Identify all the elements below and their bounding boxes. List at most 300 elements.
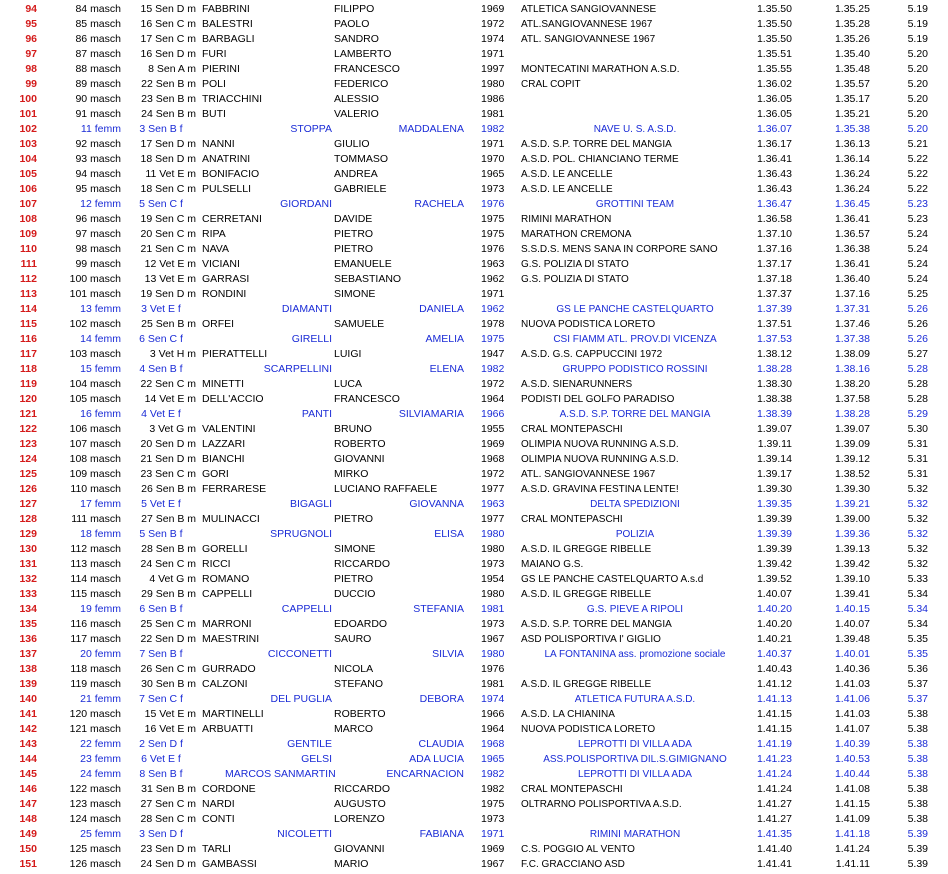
position-cell: 135 [19,618,37,630]
gun-time-cell: 1.40.07 [756,588,792,600]
gun-time-cell: 1.35.50 [756,3,792,15]
team-cell: A.S.D. IL GREGGE RIBELLE [521,679,652,690]
team-cell: A.S.D. S.P. TORRE DEL MANGIA [521,139,672,150]
gender-rank-cell: 24 femm [80,768,121,780]
gender-rank-cell: 126 masch [69,858,121,870]
position-cell: 144 [19,753,37,765]
gender-rank-cell: 119 masch [70,678,121,690]
first-name-cell: PIETRO [334,513,374,525]
gender-rank-cell: 22 femm [80,738,121,750]
team-cell: A.S.D. S.P. TORRE DEL MANGIA [559,409,711,420]
pace-cell: 5.20 [907,108,928,120]
gun-time-cell: 1.35.51 [756,48,792,60]
net-time-cell: 1.38.09 [834,348,870,360]
table-row [0,392,948,407]
category-cell: 23 Sen C m [140,468,196,480]
team-cell: ATLETICA FUTURA A.S.D. [574,694,696,705]
net-time-cell: 1.41.03 [834,708,870,720]
gun-time-cell: 1.36.05 [756,93,792,105]
table-row [0,527,948,542]
position-cell: 104 [19,153,37,165]
net-time-cell: 1.39.10 [834,573,870,585]
pace-cell: 5.35 [907,633,928,645]
net-time-cell: 1.39.36 [834,528,870,540]
table-row [0,737,948,752]
category-cell: 4 Vet E f [141,408,181,420]
surname-cell: FABBRINI [202,3,250,15]
team-cell: G.S. POLIZIA DI STATO [521,274,629,285]
category-cell: 7 Sen C f [139,693,183,705]
position-cell: 150 [19,843,37,855]
position-cell: 145 [19,768,37,780]
surname-cell: ROMANO [202,573,250,585]
category-cell: 26 Sen B m [141,483,196,495]
category-cell: 5 Sen B f [139,528,183,540]
net-time-cell: 1.35.48 [834,63,870,75]
table-row [0,257,948,272]
surname-cell: ARBUATTI [202,723,254,735]
net-time-cell: 1.41.06 [834,693,870,705]
position-cell: 110 [20,243,37,255]
team-cell: A.S.D. LE ANCELLE [521,169,613,180]
surname-cell: GAMBASSI [202,858,257,870]
team-cell: ATLETICA SANGIOVANNESE [521,4,657,15]
surname-cell: MARCOS SANMARTIN [225,768,336,780]
pace-cell: 5.39 [907,858,928,870]
gender-rank-cell: 88 masch [75,63,121,75]
team-cell: A.S.D. IL GREGGE RIBELLE [521,589,652,600]
team-cell: RIMINI MARATHON [521,214,612,225]
net-time-cell: 1.35.57 [834,78,870,90]
gun-time-cell: 1.39.39 [756,543,792,555]
gender-rank-cell: 97 masch [75,228,121,240]
gender-rank-cell: 98 masch [75,243,121,255]
surname-cell: MINETTI [202,378,244,390]
gun-time-cell: 1.39.39 [756,513,792,525]
gender-rank-cell: 21 femm [80,693,121,705]
category-cell: 20 Sen C m [140,228,196,240]
birth-year-cell: 1966 [481,708,505,720]
first-name-cell: SIMONE [334,288,376,300]
birth-year-cell: 1976 [481,243,505,255]
table-row [0,137,948,152]
surname-cell: GIRELLI [291,333,332,345]
table-row [0,632,948,647]
net-time-cell: 1.40.15 [834,603,870,615]
pace-cell: 5.26 [907,333,928,345]
birth-year-cell: 1981 [481,108,505,120]
category-cell: 13 Vet E m [144,273,196,285]
birth-year-cell: 1964 [481,723,505,735]
position-cell: 100 [19,93,37,105]
gender-rank-cell: 122 masch [69,783,121,795]
position-cell: 130 [19,543,37,555]
first-name-cell: ROBERTO [334,708,386,720]
team-cell: G.S. POLIZIA DI STATO [521,259,629,270]
position-cell: 99 [25,78,37,90]
first-name-cell: BRUNO [334,423,372,435]
birth-year-cell: 1971 [481,138,505,150]
gun-time-cell: 1.37.18 [756,273,792,285]
category-cell: 23 Sen B m [141,93,196,105]
gun-time-cell: 1.37.16 [756,243,792,255]
table-row [0,77,948,92]
birth-year-cell: 1976 [481,663,505,675]
first-name-cell: TOMMASO [334,153,389,165]
pace-cell: 5.34 [907,603,928,615]
table-row [0,242,948,257]
surname-cell: GORI [202,468,229,480]
gender-rank-cell: 120 masch [69,708,121,720]
gender-rank-cell: 96 masch [75,213,121,225]
pace-cell: 5.24 [907,228,928,240]
net-time-cell: 1.35.38 [834,123,870,135]
surname-cell: PIERINI [202,63,240,75]
net-time-cell: 1.41.09 [834,813,870,825]
first-name-cell: NICOLA [334,663,374,675]
pace-cell: 5.24 [907,258,928,270]
pace-cell: 5.22 [907,183,928,195]
first-name-cell: GABRIELE [334,183,387,195]
category-cell: 6 Sen C f [139,333,183,345]
table-row [0,827,948,842]
birth-year-cell: 1972 [481,468,505,480]
table-row [0,557,948,572]
team-cell: LA FONTANINA ass. promozione sociale [544,649,726,660]
category-cell: 3 Vet H m [149,348,196,360]
category-cell: 29 Sen B m [141,588,196,600]
table-row [0,287,948,302]
net-time-cell: 1.40.39 [834,738,870,750]
birth-year-cell: 1973 [481,618,505,630]
category-cell: 8 Sen B f [139,768,183,780]
pace-cell: 5.20 [907,78,928,90]
table-row [0,617,948,632]
surname-cell: BUTI [202,108,226,120]
gender-rank-cell: 116 masch [70,618,121,630]
pace-cell: 5.22 [907,168,928,180]
gender-rank-cell: 86 masch [75,33,121,45]
birth-year-cell: 1974 [481,33,505,45]
team-cell: A.S.D. POL. CHIANCIANO TERME [521,154,679,165]
gender-rank-cell: 91 masch [75,108,121,120]
net-time-cell: 1.37.31 [834,303,870,315]
pace-cell: 5.38 [907,753,928,765]
position-cell: 147 [19,798,37,810]
gun-time-cell: 1.41.24 [756,783,792,795]
gun-time-cell: 1.40.37 [756,648,792,660]
pace-cell: 5.29 [907,408,928,420]
net-time-cell: 1.37.46 [834,318,870,330]
table-row [0,647,948,662]
category-cell: 18 Sen D m [140,153,196,165]
gun-time-cell: 1.41.27 [756,798,792,810]
net-time-cell: 1.36.24 [834,183,870,195]
table-row [0,497,948,512]
category-cell: 3 Vet G m [149,423,196,435]
team-cell: A.S.D. S.P. TORRE DEL MANGIA [521,619,672,630]
position-cell: 148 [19,813,37,825]
birth-year-cell: 1975 [481,333,505,345]
surname-cell: DEL PUGLIA [270,693,332,705]
pace-cell: 5.32 [907,558,928,570]
pace-cell: 5.36 [907,663,928,675]
table-row [0,542,948,557]
first-name-cell: DUCCIO [334,588,376,600]
first-name-cell: EMANUELE [334,258,392,270]
birth-year-cell: 1966 [481,408,505,420]
team-cell: A.S.D. G.S. CAPPUCCINI 1972 [521,349,663,360]
birth-year-cell: 1982 [481,783,505,795]
net-time-cell: 1.38.52 [834,468,870,480]
gun-time-cell: 1.41.12 [756,678,792,690]
pace-cell: 5.34 [907,618,928,630]
table-row [0,467,948,482]
table-row [0,92,948,107]
surname-cell: CICCONETTI [267,648,332,660]
net-time-cell: 1.37.58 [834,393,870,405]
position-cell: 129 [19,528,37,540]
table-row [0,407,948,422]
table-row [0,452,948,467]
gender-rank-cell: 118 masch [70,663,121,675]
first-name-cell: LAMBERTO [334,48,392,60]
position-cell: 95 [25,18,37,30]
position-cell: 106 [19,183,37,195]
net-time-cell: 1.39.30 [834,483,870,495]
table-row [0,377,948,392]
gender-rank-cell: 19 femm [80,603,121,615]
first-name-cell: FRANCESCO [334,393,400,405]
position-cell: 119 [20,378,37,390]
team-cell: MARATHON CREMONA [521,229,632,240]
net-time-cell: 1.39.48 [834,633,870,645]
position-cell: 114 [20,303,37,315]
surname-cell: BALESTRI [202,18,253,30]
birth-year-cell: 1973 [481,813,505,825]
first-name-cell: LUCA [334,378,363,390]
net-time-cell: 1.41.07 [834,723,870,735]
gender-rank-cell: 23 femm [80,753,121,765]
position-cell: 123 [19,438,37,450]
pace-cell: 5.31 [907,468,928,480]
team-cell: RIMINI MARATHON [589,829,681,840]
surname-cell: ANATRINI [202,153,251,165]
first-name-cell: SAURO [334,633,372,645]
first-name-cell: FEDERICO [334,78,389,90]
gender-rank-cell: 25 femm [80,828,121,840]
gun-time-cell: 1.39.42 [756,558,792,570]
position-cell: 140 [19,693,37,705]
position-cell: 141 [19,708,37,720]
gun-time-cell: 1.37.10 [756,228,792,240]
birth-year-cell: 1967 [481,858,505,870]
birth-year-cell: 1975 [481,798,505,810]
pace-cell: 5.23 [907,213,928,225]
category-cell: 15 Vet E m [144,708,196,720]
first-name-cell: RACHELA [414,198,464,210]
pace-cell: 5.38 [907,783,928,795]
team-cell: GRUPPO PODISTICO ROSSINI [562,364,708,375]
first-name-cell: SILVIA [432,648,464,660]
net-time-cell: 1.38.28 [834,408,870,420]
team-cell: MAIANO G.S. [521,559,584,570]
category-cell: 17 Sen D m [140,138,196,150]
birth-year-cell: 1982 [481,768,505,780]
gun-time-cell: 1.41.13 [756,693,792,705]
position-cell: 122 [19,423,37,435]
surname-cell: MAESTRINI [202,633,260,645]
birth-year-cell: 1968 [481,738,505,750]
birth-year-cell: 1997 [481,63,505,75]
first-name-cell: ROBERTO [334,438,386,450]
category-cell: 24 Sen B m [141,108,196,120]
category-cell: 22 Sen D m [140,633,196,645]
surname-cell: TARLI [202,843,231,855]
table-row [0,152,948,167]
surname-cell: CAPPELLI [281,603,332,615]
position-cell: 117 [20,348,37,360]
team-cell: GS LE PANCHE CASTELQUARTO [556,304,714,315]
gender-rank-cell: 89 masch [75,78,121,90]
category-cell: 17 Sen C m [140,33,196,45]
category-cell: 15 Sen D m [140,3,196,15]
category-cell: 16 Sen D m [140,48,196,60]
net-time-cell: 1.40.01 [834,648,870,660]
first-name-cell: PIETRO [334,573,374,585]
position-cell: 109 [19,228,37,240]
net-time-cell: 1.39.07 [834,423,870,435]
gun-time-cell: 1.36.47 [756,198,792,210]
category-cell: 7 Sen B f [139,648,183,660]
gender-rank-cell: 99 masch [75,258,121,270]
surname-cell: GORELLI [202,543,248,555]
team-cell: DELTA SPEDIZIONI [590,499,680,510]
net-time-cell: 1.36.41 [834,258,870,270]
pace-cell: 5.26 [907,303,928,315]
gun-time-cell: 1.36.17 [756,138,792,150]
gun-time-cell: 1.36.41 [756,153,792,165]
gun-time-cell: 1.39.39 [756,528,792,540]
surname-cell: PIERATTELLI [202,348,268,360]
position-cell: 143 [19,738,37,750]
first-name-cell: PIETRO [334,243,374,255]
net-time-cell: 1.41.03 [834,678,870,690]
first-name-cell: MARCO [334,723,374,735]
category-cell: 2 Sen D f [139,738,183,750]
net-time-cell: 1.35.40 [834,48,870,60]
net-time-cell: 1.39.09 [834,438,870,450]
gender-rank-cell: 20 femm [80,648,121,660]
gun-time-cell: 1.38.28 [756,363,792,375]
team-cell: NUOVA PODISTICA LORETO [521,319,656,330]
pace-cell: 5.19 [907,18,928,30]
pace-cell: 5.38 [907,813,928,825]
category-cell: 3 Sen B f [139,123,183,135]
pace-cell: 5.20 [907,123,928,135]
surname-cell: NICOLETTI [277,828,332,840]
gender-rank-cell: 111 masch [71,513,121,525]
team-cell: CSI FIAMM ATL. PROV.DI VICENZA [553,334,717,345]
net-time-cell: 1.39.00 [834,513,870,525]
first-name-cell: MADDALENA [398,123,464,135]
gender-rank-cell: 125 masch [69,843,121,855]
first-name-cell: AMELIA [425,333,464,345]
first-name-cell: DEBORA [419,693,464,705]
table-row [0,512,948,527]
gun-time-cell: 1.38.30 [756,378,792,390]
category-cell: 20 Sen D m [140,438,196,450]
pace-cell: 5.37 [907,678,928,690]
first-name-cell: GIOVANNI [334,843,385,855]
team-cell: ATL. SANGIOVANNESE 1967 [521,34,656,45]
net-time-cell: 1.36.57 [834,228,870,240]
position-cell: 125 [19,468,37,480]
surname-cell: BIGAGLI [289,498,332,510]
first-name-cell: SAMUELE [334,318,385,330]
surname-cell: FURI [202,48,227,60]
birth-year-cell: 1963 [481,258,505,270]
net-time-cell: 1.37.16 [834,288,870,300]
table-row [0,17,948,32]
pace-cell: 5.32 [907,528,928,540]
first-name-cell: PIETRO [334,228,374,240]
net-time-cell: 1.41.18 [834,828,870,840]
gun-time-cell: 1.37.51 [756,318,792,330]
net-time-cell: 1.40.44 [834,768,870,780]
gun-time-cell: 1.41.23 [756,753,792,765]
table-row [0,602,948,617]
position-cell: 138 [19,663,37,675]
surname-cell: RICCI [202,558,231,570]
surname-cell: RIPA [202,228,226,240]
surname-cell: MARRONI [202,618,252,630]
team-cell: S.S.D.S. MENS SANA IN CORPORE SANO [521,244,718,255]
team-cell: CRAL MONTEPASCHI [521,514,623,525]
birth-year-cell: 1971 [481,288,505,300]
birth-year-cell: 1975 [481,213,505,225]
team-cell: GS LE PANCHE CASTELQUARTO A.s.d [521,574,704,585]
birth-year-cell: 1971 [481,828,505,840]
category-cell: 24 Sen C m [140,558,196,570]
team-cell: A.S.D. SIENARUNNERS [521,379,633,390]
birth-year-cell: 1968 [481,453,505,465]
team-cell: POLIZIA [615,529,655,540]
category-cell: 24 Sen D m [140,858,196,870]
first-name-cell: SANDRO [334,33,379,45]
category-cell: 19 Sen C m [140,213,196,225]
team-cell: LEPROTTI DI VILLA ADA [578,769,692,780]
gender-rank-cell: 109 masch [69,468,121,480]
table-row [0,167,948,182]
birth-year-cell: 1969 [481,438,505,450]
gender-rank-cell: 104 masch [69,378,121,390]
table-row [0,767,948,782]
pace-cell: 5.32 [907,498,928,510]
first-name-cell: FABIANA [419,828,464,840]
position-cell: 137 [19,648,37,660]
first-name-cell: GIOVANNI [334,453,385,465]
gender-rank-cell: 12 femm [80,198,121,210]
pace-cell: 5.28 [907,393,928,405]
gun-time-cell: 1.40.43 [756,663,792,675]
birth-year-cell: 1981 [481,603,505,615]
gender-rank-cell: 85 masch [75,18,121,30]
gender-rank-cell: 114 masch [70,573,121,585]
table-row [0,2,948,17]
position-cell: 120 [19,393,37,405]
table-row [0,332,948,347]
